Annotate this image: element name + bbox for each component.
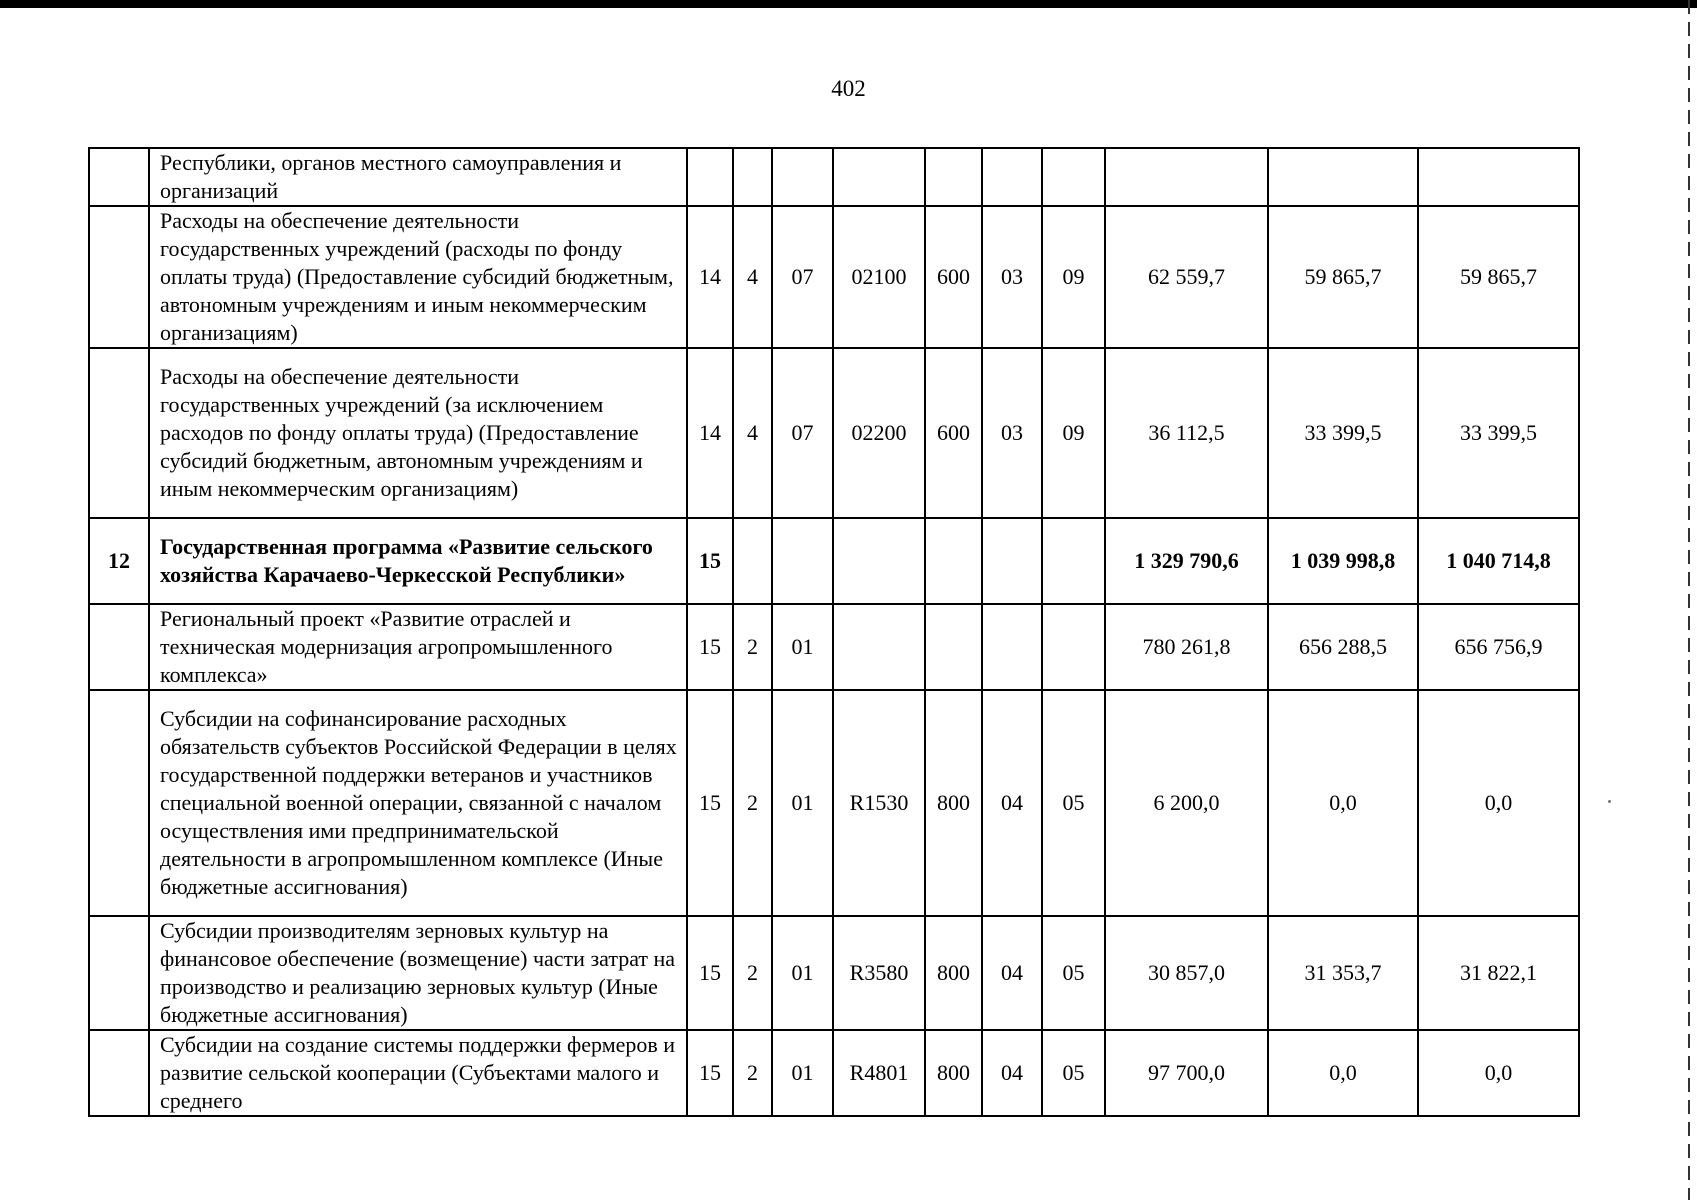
code-subprogram: 01	[772, 604, 833, 690]
code-subprogram	[772, 148, 833, 206]
budget-table	[88, 147, 1580, 1117]
code-expense-type: 800	[925, 1030, 982, 1116]
code-direction	[833, 604, 925, 690]
code-subsection: 05	[1042, 916, 1105, 1030]
code-type: 4	[733, 348, 772, 518]
amount-year-1: 30 857,0	[1105, 916, 1268, 1030]
code-section	[982, 604, 1042, 690]
expense-name: Расходы на обеспечение деятельности государственных учреждений (расходы по фонду оплаты труда) (Предоставление субсидий бюджетным, автономным учреждениям и иным некоммерческим организациям)	[149, 206, 687, 348]
code-type: 2	[733, 916, 772, 1030]
scan-right-edge	[1688, 0, 1690, 1200]
amount-year-3: 31 822,1	[1418, 916, 1579, 1030]
code-subprogram	[772, 518, 833, 604]
page-number: 402	[831, 76, 866, 101]
code-section	[982, 148, 1042, 206]
amount-year-1: 1 329 790,6	[1105, 518, 1268, 604]
code-direction	[833, 518, 925, 604]
code-expense-type: 600	[925, 206, 982, 348]
table-row	[89, 206, 1579, 348]
table-row	[89, 916, 1579, 1030]
row-number	[89, 206, 149, 348]
amount-year-3	[1418, 148, 1579, 206]
code-subsection: 09	[1042, 348, 1105, 518]
amount-year-3: 59 865,7	[1418, 206, 1579, 348]
code-subsection	[1042, 604, 1105, 690]
amount-year-1	[1105, 148, 1268, 206]
amount-year-2: 0,0	[1268, 1030, 1418, 1116]
code-type	[733, 518, 772, 604]
code-ministry: 15	[687, 604, 733, 690]
code-section: 03	[982, 348, 1042, 518]
row-number	[89, 348, 149, 518]
code-type: 4	[733, 206, 772, 348]
amount-year-3: 0,0	[1418, 1030, 1579, 1116]
expense-name: Субсидии на создание системы поддержки фермеров и развитие сельской кооперации (Субъектами малого и среднего	[149, 1030, 687, 1116]
code-expense-type	[925, 518, 982, 604]
code-section	[982, 518, 1042, 604]
row-number	[89, 604, 149, 690]
code-type: 2	[733, 1030, 772, 1116]
amount-year-3: 1 040 714,8	[1418, 518, 1579, 604]
code-direction: 02100	[833, 206, 925, 348]
code-ministry: 15	[687, 690, 733, 916]
code-ministry: 15	[687, 1030, 733, 1116]
amount-year-2: 33 399,5	[1268, 348, 1418, 518]
code-direction: R3580	[833, 916, 925, 1030]
row-number	[89, 916, 149, 1030]
code-type	[733, 148, 772, 206]
code-section: 04	[982, 690, 1042, 916]
code-ministry: 14	[687, 348, 733, 518]
program-name: Государственная программа «Развитие сельского хозяйства Карачаево-Черкесской Республики»	[149, 518, 687, 604]
amount-year-1: 36 112,5	[1105, 348, 1268, 518]
expense-name: Региональный проект «Развитие отраслей и техническая модернизация агропромышленного комплекса»	[149, 604, 687, 690]
amount-year-2: 1 039 998,8	[1268, 518, 1418, 604]
code-type: 2	[733, 604, 772, 690]
code-type: 2	[733, 690, 772, 916]
table-row-program	[89, 518, 1579, 604]
scan-top-border	[0, 0, 1697, 8]
code-ministry: 15	[687, 518, 733, 604]
code-direction: R1530	[833, 690, 925, 916]
code-section: 03	[982, 206, 1042, 348]
table-row	[89, 148, 1579, 206]
row-number	[89, 148, 149, 206]
amount-year-2: 656 288,5	[1268, 604, 1418, 690]
expense-name: Республики, органов местного самоуправления и организаций	[149, 148, 687, 206]
row-number	[89, 1030, 149, 1116]
code-subsection: 05	[1042, 690, 1105, 916]
amount-year-3: 33 399,5	[1418, 348, 1579, 518]
code-subprogram: 01	[772, 916, 833, 1030]
code-subprogram: 07	[772, 206, 833, 348]
code-subprogram: 01	[772, 1030, 833, 1116]
code-direction: 02200	[833, 348, 925, 518]
code-expense-type: 800	[925, 690, 982, 916]
code-subprogram: 01	[772, 690, 833, 916]
code-direction: R4801	[833, 1030, 925, 1116]
code-subsection: 09	[1042, 206, 1105, 348]
expense-name: Субсидии производителям зерновых культур на финансовое обеспечение (возмещение) части затрат на производство и реализацию зерновых культур (Иные бюджетные ассигнования)	[149, 916, 687, 1030]
expense-name: Субсидии на софинансирование расходных обязательств субъектов Российской Федерации в целях государственной поддержки ветеранов и участников специальной военной операции, связанной с началом осуществления ими предпринимательской деятельности в агропромышленном комплексе (Иные бюджетные ассигнования)	[149, 690, 687, 916]
code-section: 04	[982, 916, 1042, 1030]
table-row	[89, 1030, 1579, 1116]
code-subprogram: 07	[772, 348, 833, 518]
code-ministry: 15	[687, 916, 733, 1030]
amount-year-2: 0,0	[1268, 690, 1418, 916]
table-row	[89, 604, 1579, 690]
code-direction	[833, 148, 925, 206]
code-subsection	[1042, 518, 1105, 604]
code-subsection: 05	[1042, 1030, 1105, 1116]
amount-year-2	[1268, 148, 1418, 206]
code-section: 04	[982, 1030, 1042, 1116]
row-number	[89, 690, 149, 916]
amount-year-1: 62 559,7	[1105, 206, 1268, 348]
table-row	[89, 348, 1579, 518]
scan-speck	[1608, 800, 1611, 803]
amount-year-2: 31 353,7	[1268, 916, 1418, 1030]
code-expense-type: 600	[925, 348, 982, 518]
amount-year-3: 656 756,9	[1418, 604, 1579, 690]
expense-name: Расходы на обеспечение деятельности государственных учреждений (за исключением расходов по фонду оплаты труда) (Предоставление субсидий бюджетным, автономным учреждениям и иным некоммерческим организациям)	[149, 348, 687, 518]
amount-year-1: 780 261,8	[1105, 604, 1268, 690]
code-expense-type	[925, 148, 982, 206]
code-ministry	[687, 148, 733, 206]
amount-year-2: 59 865,7	[1268, 206, 1418, 348]
code-subsection	[1042, 148, 1105, 206]
code-expense-type	[925, 604, 982, 690]
row-number: 12	[89, 518, 149, 604]
table-row	[89, 690, 1579, 916]
amount-year-1: 97 700,0	[1105, 1030, 1268, 1116]
code-expense-type: 800	[925, 916, 982, 1030]
amount-year-1: 6 200,0	[1105, 690, 1268, 916]
amount-year-3: 0,0	[1418, 690, 1579, 916]
code-ministry: 14	[687, 206, 733, 348]
